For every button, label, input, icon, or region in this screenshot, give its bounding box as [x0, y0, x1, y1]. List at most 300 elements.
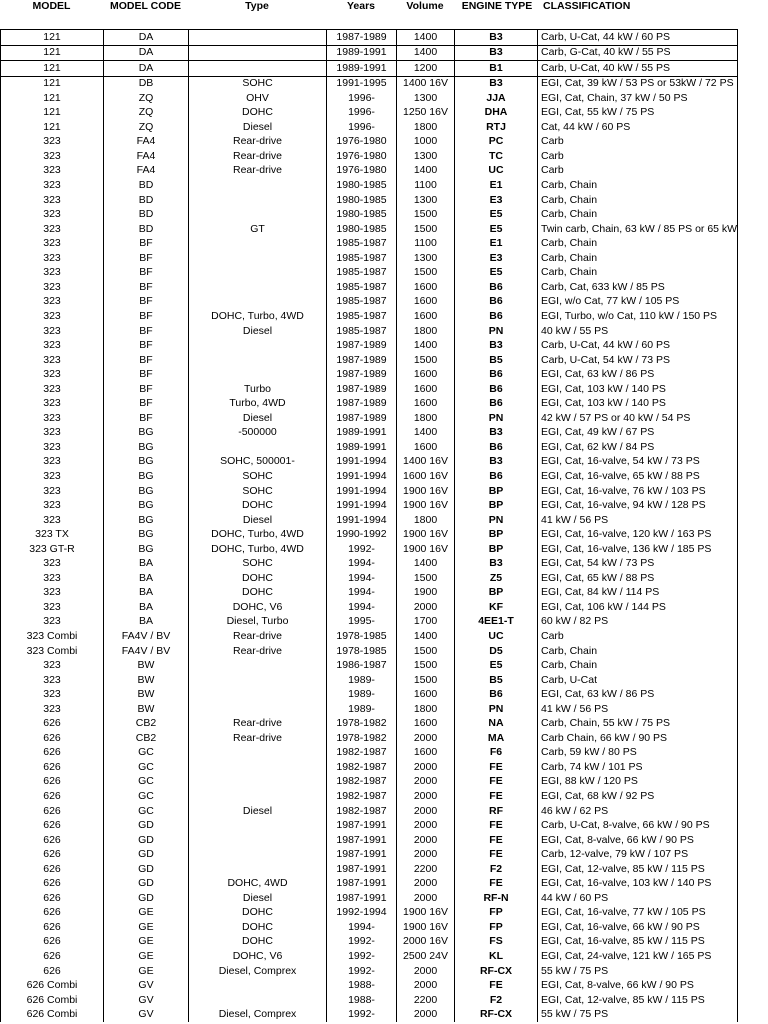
type-cell: Diesel — [189, 120, 327, 135]
classification-cell: Carb — [538, 629, 738, 644]
model-cell: 626 — [1, 804, 104, 819]
volume-cell: 1500 — [397, 222, 455, 237]
volume-cell: 1500 — [397, 353, 455, 368]
model-cell: 121 — [1, 106, 104, 121]
years-cell: 1989- — [327, 673, 397, 688]
table-row — [1, 746, 738, 761]
volume-cell: 1600 — [397, 440, 455, 455]
model-code-cell: GC — [104, 746, 189, 761]
type-cell: Diesel, Comprex — [189, 964, 327, 979]
table-row — [1, 1008, 738, 1023]
engine-type-cell: NA — [455, 717, 538, 732]
table-row — [1, 353, 738, 368]
table-row — [1, 237, 738, 252]
engine-type-cell: FE — [455, 760, 538, 775]
type-cell: DOHC — [189, 586, 327, 601]
engine-type-cell: B6 — [455, 368, 538, 383]
volume-cell: 1500 — [397, 266, 455, 281]
years-cell: 1982-1987 — [327, 789, 397, 804]
years-cell: 1991-1995 — [327, 76, 397, 91]
engine-type-cell: B3 — [455, 557, 538, 572]
model-code-cell: GD — [104, 877, 189, 892]
model-cell: 323 — [1, 251, 104, 266]
model-code-cell: GC — [104, 775, 189, 790]
model-cell: 323 — [1, 600, 104, 615]
classification-cell: 60 kW / 82 PS — [538, 615, 738, 630]
engine-type-cell: FP — [455, 906, 538, 921]
type-cell — [189, 833, 327, 848]
table-row — [1, 760, 738, 775]
volume-cell: 2200 — [397, 862, 455, 877]
table-row — [1, 949, 738, 964]
model-cell: 323 — [1, 411, 104, 426]
years-cell: 1976-1980 — [327, 149, 397, 164]
engine-type-cell: B3 — [455, 76, 538, 91]
years-cell: 1992-1994 — [327, 906, 397, 921]
model-code-cell: BD — [104, 178, 189, 193]
classification-cell: Carb, Chain — [538, 644, 738, 659]
model-cell: 323 — [1, 426, 104, 441]
table-row — [1, 731, 738, 746]
type-cell: Turbo, 4WD — [189, 397, 327, 412]
type-cell: DOHC, Turbo, 4WD — [189, 542, 327, 557]
model-code-cell: BF — [104, 382, 189, 397]
engine-type-cell: BP — [455, 499, 538, 514]
classification-cell: Carb, Chain — [538, 208, 738, 223]
years-cell: 1996- — [327, 106, 397, 121]
engine-type-cell: B6 — [455, 280, 538, 295]
table-row — [1, 702, 738, 717]
years-cell: 1985-1987 — [327, 324, 397, 339]
model-cell: 323 — [1, 382, 104, 397]
years-cell: 1994- — [327, 600, 397, 615]
engine-type-cell: D5 — [455, 644, 538, 659]
years-cell: 1989-1991 — [327, 440, 397, 455]
table-row — [1, 775, 738, 790]
table-row — [1, 426, 738, 441]
model-code-cell: BF — [104, 266, 189, 281]
volume-cell: 1400 — [397, 45, 455, 61]
type-cell: DOHC — [189, 499, 327, 514]
type-cell — [189, 237, 327, 252]
table-row — [1, 848, 738, 863]
classification-cell: 41 kW / 56 PS — [538, 513, 738, 528]
years-cell: 1994- — [327, 920, 397, 935]
model-code-cell: FA4 — [104, 149, 189, 164]
type-cell: SOHC — [189, 557, 327, 572]
model-cell: 323 — [1, 571, 104, 586]
type-cell: DOHC, 4WD — [189, 877, 327, 892]
table-row — [1, 717, 738, 732]
model-code-cell: GE — [104, 964, 189, 979]
model-code-cell: BD — [104, 208, 189, 223]
model-cell: 323 — [1, 484, 104, 499]
type-cell — [189, 862, 327, 877]
classification-cell: Carb, 12-valve, 79 kW / 107 PS — [538, 848, 738, 863]
model-code-cell: BW — [104, 659, 189, 674]
type-cell — [189, 979, 327, 994]
model-code-cell: BG — [104, 499, 189, 514]
type-cell — [189, 688, 327, 703]
volume-cell: 1600 — [397, 746, 455, 761]
model-cell: 323 — [1, 673, 104, 688]
years-cell: 1987-1991 — [327, 877, 397, 892]
model-code-cell: BA — [104, 615, 189, 630]
model-code-cell: GE — [104, 935, 189, 950]
table-row — [1, 251, 738, 266]
header-type: Type — [245, 0, 269, 12]
model-cell: 323 — [1, 338, 104, 353]
years-cell: 1987-1989 — [327, 397, 397, 412]
volume-cell: 1600 — [397, 368, 455, 383]
table-row — [1, 222, 738, 237]
volume-cell: 2000 — [397, 964, 455, 979]
engine-type-cell: PN — [455, 702, 538, 717]
classification-cell: Carb, U-Cat, 44 kW / 60 PS — [538, 338, 738, 353]
table-row — [1, 644, 738, 659]
type-cell — [189, 61, 327, 77]
engine-type-cell: E5 — [455, 659, 538, 674]
table-row — [1, 862, 738, 877]
type-cell — [189, 368, 327, 383]
volume-cell: 1400 — [397, 338, 455, 353]
years-cell: 1982-1987 — [327, 760, 397, 775]
model-code-cell: GC — [104, 804, 189, 819]
model-cell: 323 — [1, 295, 104, 310]
volume-cell: 2000 — [397, 877, 455, 892]
classification-cell: Carb, Cat, 633 kW / 85 PS — [538, 280, 738, 295]
engine-type-cell: B6 — [455, 440, 538, 455]
classification-cell: EGI, Cat, 16-valve, 65 kW / 88 PS — [538, 469, 738, 484]
type-cell: Diesel — [189, 324, 327, 339]
model-code-cell: DA — [104, 45, 189, 61]
classification-cell: EGI, Cat, 16-valve, 76 kW / 103 PS — [538, 484, 738, 499]
volume-cell: 1400 — [397, 557, 455, 572]
years-cell: 1994- — [327, 557, 397, 572]
volume-cell: 1400 16V — [397, 76, 455, 91]
model-cell: 626 — [1, 949, 104, 964]
years-cell: 1980-1985 — [327, 208, 397, 223]
model-cell: 323 — [1, 324, 104, 339]
engine-type-cell: PN — [455, 513, 538, 528]
engine-type-cell: RF-CX — [455, 964, 538, 979]
type-cell — [189, 789, 327, 804]
volume-cell: 2000 16V — [397, 935, 455, 950]
model-cell: 626 — [1, 760, 104, 775]
table-row — [1, 571, 738, 586]
volume-cell: 1200 — [397, 61, 455, 77]
engine-type-cell: JJA — [455, 91, 538, 106]
volume-cell: 1900 16V — [397, 906, 455, 921]
engine-type-cell: BP — [455, 484, 538, 499]
type-cell — [189, 280, 327, 295]
table-row — [1, 280, 738, 295]
volume-cell: 1600 16V — [397, 469, 455, 484]
years-cell: 1992- — [327, 1008, 397, 1023]
type-cell: SOHC — [189, 484, 327, 499]
model-cell: 323 — [1, 513, 104, 528]
years-cell: 1980-1985 — [327, 193, 397, 208]
classification-cell: EGI, Cat, 16-valve, 54 kW / 73 PS — [538, 455, 738, 470]
table-row — [1, 513, 738, 528]
classification-cell: Carb — [538, 149, 738, 164]
table-row — [1, 600, 738, 615]
years-cell: 1991-1994 — [327, 455, 397, 470]
model-code-cell: BG — [104, 484, 189, 499]
classification-cell: Carb, Chain — [538, 237, 738, 252]
volume-cell: 1250 16V — [397, 106, 455, 121]
type-cell: DOHC, Turbo, 4WD — [189, 528, 327, 543]
model-code-cell: BW — [104, 688, 189, 703]
model-cell: 626 — [1, 920, 104, 935]
model-cell: 323 — [1, 702, 104, 717]
years-cell: 1985-1987 — [327, 309, 397, 324]
volume-cell: 1900 16V — [397, 484, 455, 499]
classification-cell: Carb — [538, 135, 738, 150]
classification-cell: EGI, Cat, 49 kW / 67 PS — [538, 426, 738, 441]
volume-cell: 2000 — [397, 789, 455, 804]
engine-type-cell: RF-N — [455, 891, 538, 906]
header-model-code: MODEL CODE — [110, 0, 181, 12]
classification-cell: 40 kW / 55 PS — [538, 324, 738, 339]
engine-type-cell: E5 — [455, 222, 538, 237]
years-cell: 1992- — [327, 949, 397, 964]
volume-cell: 1500 — [397, 208, 455, 223]
classification-cell: Carb, Chain — [538, 193, 738, 208]
engine-type-cell: FE — [455, 877, 538, 892]
years-cell: 1978-1985 — [327, 644, 397, 659]
volume-cell: 1400 16V — [397, 455, 455, 470]
model-code-cell: BA — [104, 600, 189, 615]
model-cell: 323 — [1, 178, 104, 193]
model-cell: 323 — [1, 469, 104, 484]
type-cell: DOHC, V6 — [189, 949, 327, 964]
volume-cell: 2000 — [397, 760, 455, 775]
table-row — [1, 542, 738, 557]
volume-cell: 1500 — [397, 659, 455, 674]
engine-type-cell: PN — [455, 411, 538, 426]
type-cell — [189, 30, 327, 46]
classification-cell: EGI, Cat, 39 kW / 53 PS or 53kW / 72 PS — [538, 76, 738, 91]
classification-cell: Carb, Chain, 55 kW / 75 PS — [538, 717, 738, 732]
model-code-cell: GE — [104, 906, 189, 921]
table-row — [1, 688, 738, 703]
volume-cell: 2000 — [397, 804, 455, 819]
model-code-cell: GD — [104, 819, 189, 834]
volume-cell: 2000 — [397, 833, 455, 848]
table-row — [1, 557, 738, 572]
volume-cell: 2000 — [397, 731, 455, 746]
classification-cell: Carb, U-Cat, 54 kW / 73 PS — [538, 353, 738, 368]
volume-cell: 1600 — [397, 717, 455, 732]
header-model: MODEL — [32, 0, 71, 12]
type-cell: DOHC — [189, 906, 327, 921]
model-code-cell: GD — [104, 862, 189, 877]
type-cell — [189, 993, 327, 1008]
model-cell: 626 — [1, 891, 104, 906]
years-cell: 1995- — [327, 615, 397, 630]
years-cell: 1994- — [327, 586, 397, 601]
header-engine-type: ENGINE TYPE — [461, 0, 533, 12]
model-code-cell: DA — [104, 61, 189, 77]
volume-cell: 1500 — [397, 644, 455, 659]
years-cell: 1978-1982 — [327, 731, 397, 746]
model-cell: 323 — [1, 440, 104, 455]
volume-cell: 2000 — [397, 1008, 455, 1023]
engine-type-cell: PN — [455, 324, 538, 339]
classification-cell: Carb, U-Cat, 44 kW / 60 PS — [538, 30, 738, 46]
table-row — [1, 499, 738, 514]
model-cell: 626 — [1, 906, 104, 921]
type-cell: GT — [189, 222, 327, 237]
type-cell — [189, 193, 327, 208]
engine-type-cell: FE — [455, 775, 538, 790]
volume-cell: 1600 — [397, 397, 455, 412]
years-cell: 1987-1991 — [327, 891, 397, 906]
model-code-cell: BF — [104, 251, 189, 266]
classification-cell: 55 kW / 75 PS — [538, 1008, 738, 1023]
model-cell: 323 — [1, 280, 104, 295]
type-cell: -500000 — [189, 426, 327, 441]
years-cell: 1978-1985 — [327, 629, 397, 644]
model-cell: 323 — [1, 557, 104, 572]
engine-type-cell: PC — [455, 135, 538, 150]
table-row — [1, 993, 738, 1008]
volume-cell: 1800 — [397, 411, 455, 426]
table-row — [1, 149, 738, 164]
table-row — [1, 45, 738, 61]
model-code-cell: BG — [104, 528, 189, 543]
type-cell — [189, 295, 327, 310]
type-cell — [189, 266, 327, 281]
model-cell: 626 Combi — [1, 993, 104, 1008]
type-cell: Diesel — [189, 891, 327, 906]
classification-cell: EGI, Cat, 84 kW / 114 PS — [538, 586, 738, 601]
model-cell: 626 — [1, 819, 104, 834]
years-cell: 1985-1987 — [327, 266, 397, 281]
model-cell: 626 — [1, 789, 104, 804]
type-cell: Diesel, Comprex — [189, 1008, 327, 1023]
model-code-cell: GD — [104, 848, 189, 863]
table-row — [1, 979, 738, 994]
classification-cell: EGI, Cat, Chain, 37 kW / 50 PS — [538, 91, 738, 106]
volume-cell: 1400 — [397, 426, 455, 441]
classification-cell: EGI, Cat, 16-valve, 94 kW / 128 PS — [538, 499, 738, 514]
engine-type-cell: Z5 — [455, 571, 538, 586]
model-code-cell: BW — [104, 673, 189, 688]
type-cell: OHV — [189, 91, 327, 106]
volume-cell: 1900 16V — [397, 542, 455, 557]
years-cell: 1991-1994 — [327, 484, 397, 499]
type-cell: Diesel — [189, 411, 327, 426]
model-cell: 323 — [1, 266, 104, 281]
model-code-cell: BG — [104, 426, 189, 441]
type-cell: SOHC, 500001- — [189, 455, 327, 470]
volume-cell: 1400 — [397, 629, 455, 644]
type-cell: Rear-drive — [189, 164, 327, 179]
model-code-cell: FA4 — [104, 135, 189, 150]
volume-cell: 2000 — [397, 819, 455, 834]
years-cell: 1986-1987 — [327, 659, 397, 674]
engine-type-cell: RF — [455, 804, 538, 819]
table-row — [1, 295, 738, 310]
model-cell: 323 — [1, 237, 104, 252]
years-cell: 1989-1991 — [327, 426, 397, 441]
classification-cell: 46 kW / 62 PS — [538, 804, 738, 819]
model-code-cell: BW — [104, 702, 189, 717]
model-cell: 323 — [1, 455, 104, 470]
engine-type-cell: FP — [455, 920, 538, 935]
years-cell: 1989-1991 — [327, 61, 397, 77]
model-cell: 323 — [1, 586, 104, 601]
volume-cell: 1600 — [397, 280, 455, 295]
table-row — [1, 673, 738, 688]
volume-cell: 2500 24V — [397, 949, 455, 964]
classification-cell: Carb, 59 kW / 80 PS — [538, 746, 738, 761]
engine-type-cell: RF-CX — [455, 1008, 538, 1023]
years-cell: 1976-1980 — [327, 164, 397, 179]
years-cell: 1987-1991 — [327, 833, 397, 848]
engine-type-cell: KF — [455, 600, 538, 615]
model-code-cell: GC — [104, 760, 189, 775]
years-cell: 1994- — [327, 571, 397, 586]
model-code-cell: ZQ — [104, 106, 189, 121]
volume-cell: 1800 — [397, 702, 455, 717]
engine-type-cell: B3 — [455, 426, 538, 441]
type-cell — [189, 178, 327, 193]
model-code-cell: BF — [104, 280, 189, 295]
model-cell: 323 — [1, 397, 104, 412]
model-code-cell: BF — [104, 295, 189, 310]
type-cell — [189, 702, 327, 717]
classification-cell: Carb, Chain — [538, 266, 738, 281]
model-cell: 626 — [1, 833, 104, 848]
type-cell: SOHC — [189, 76, 327, 91]
type-cell — [189, 760, 327, 775]
model-code-cell: BG — [104, 542, 189, 557]
years-cell: 1987-1989 — [327, 368, 397, 383]
classification-cell: EGI, Turbo, w/o Cat, 110 kW / 150 PS — [538, 309, 738, 324]
years-cell: 1996- — [327, 120, 397, 135]
type-cell: DOHC — [189, 571, 327, 586]
model-cell: 121 — [1, 120, 104, 135]
type-cell: Diesel — [189, 804, 327, 819]
table-row — [1, 266, 738, 281]
classification-cell: EGI, Cat, 16-valve, 136 kW / 185 PS — [538, 542, 738, 557]
classification-cell: EGI, Cat, 16-valve, 103 kW / 140 PS — [538, 877, 738, 892]
classification-cell: Carb, U-Cat — [538, 673, 738, 688]
volume-cell: 1600 — [397, 688, 455, 703]
engine-table-body — [1, 30, 738, 1023]
type-cell: DOHC, V6 — [189, 600, 327, 615]
table-row — [1, 819, 738, 834]
volume-cell: 1700 — [397, 615, 455, 630]
volume-cell: 1600 — [397, 309, 455, 324]
table-row — [1, 178, 738, 193]
classification-cell: EGI, Cat, 16-valve, 77 kW / 105 PS — [538, 906, 738, 921]
type-cell — [189, 673, 327, 688]
volume-cell: 1900 16V — [397, 499, 455, 514]
years-cell: 1992- — [327, 964, 397, 979]
type-cell — [189, 819, 327, 834]
model-cell: 323 — [1, 368, 104, 383]
model-cell: 323 — [1, 135, 104, 150]
model-cell: 323 Combi — [1, 629, 104, 644]
volume-cell: 1800 — [397, 120, 455, 135]
model-code-cell: CB2 — [104, 717, 189, 732]
engine-type-cell: TC — [455, 149, 538, 164]
years-cell: 1991-1994 — [327, 469, 397, 484]
